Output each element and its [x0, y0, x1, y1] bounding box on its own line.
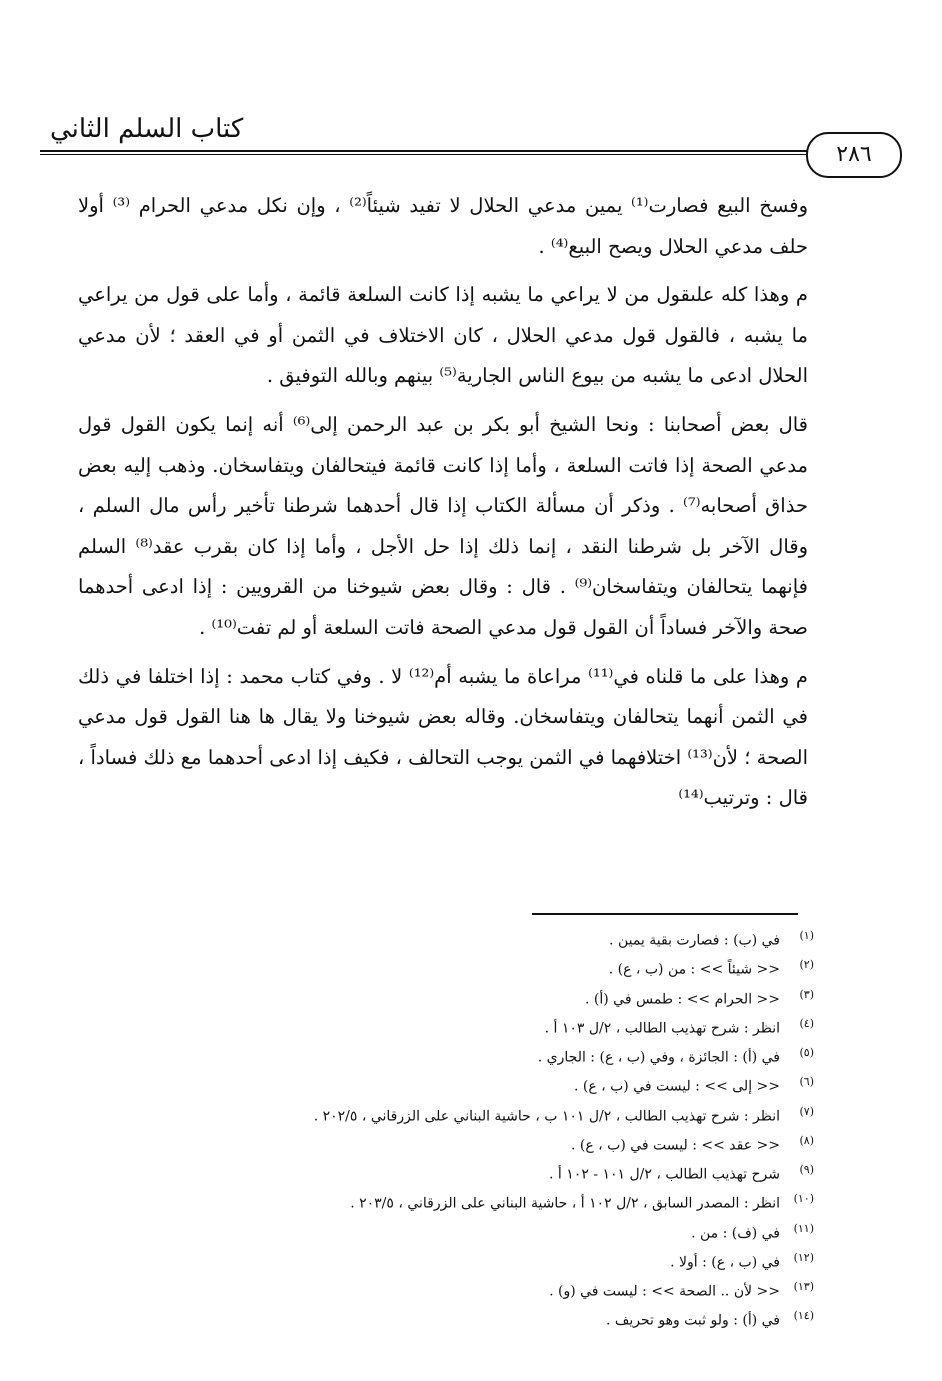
footnote: [154, 1129, 814, 1158]
footnote: [154, 1304, 814, 1333]
paragraph: م وهذا على ما قلناه في⁽¹¹⁾ مراعاة ما يشبه أم⁽¹²⁾ لا . وفي كتاب محمد : إذا اختلفا في ذلك في الثمن أنهما يتحالفان ويتفاسخان. وقاله بعض شيوخنا ولا يقال ها هنا القول قول مدعي الصحة ؛ لأن⁽¹³⁾ اختلافهما في الثمن يوجب التحالف ، فكيف إذا ادعى أحدهما مع ذلك فساداً ، قال : وترتيب⁽¹⁴⁾: [78, 664, 808, 810]
footnote-text: شرح تهذيب الطالب ، ٢/ل ١٠١ - ١٠٢ أ .: [549, 1166, 780, 1183]
footnote-text: << شيئاً >> : من (ب ، ع) .: [608, 961, 780, 978]
footnote: [154, 1187, 814, 1216]
footnote-number: (١): [799, 929, 814, 942]
footnote-text: << عقد >> : ليست في (ب ، ع) .: [571, 1137, 780, 1154]
footnote-number: (١٣): [793, 1280, 814, 1293]
footnote-text: << الحرام >> : طمس في (أ) .: [585, 991, 780, 1008]
paragraph: قال بعض أصحابنا : ونحا الشيخ أبو بكر بن عبد الرحمن إلى⁽⁶⁾ أنه إنما يكون القول قول مدعي الصحة إذا فاتت السلعة ، وأما إذا كانت قائمة فيتحالفان ويتفاسخان. وذهب إليه بعض حذاق أصحابه⁽⁷⁾ . وذكر أن مسألة الكتاب إذا قال أحدهما شرطنا تأخير رأس مال السلم ، وقال الآخر بل شرطنا النقد ، إنما ذلك إذا حل الأجل ، وأما إذا كان بقرب عقد⁽⁸⁾ السلم فإنهما يتحالفان ويتفاسخان⁽⁹⁾ . قال : وقال بعض شيوخنا من القرويين : إذا ادعى أحدهما صحة والآخر فساداً أن القول قول مدعي الصحة فاتت السلعة أو لم تفت⁽¹⁰⁾ .: [78, 412, 808, 639]
footnote-text: في (ب ، ع) : أولا .: [670, 1254, 780, 1271]
footnote: [154, 1041, 814, 1070]
footnote: [154, 1246, 814, 1275]
running-header-title: كتاب السلم الثاني: [50, 114, 244, 144]
footnote: [154, 1100, 814, 1129]
footnote-separator: [532, 913, 798, 915]
footnote: [154, 953, 814, 982]
footnote-number: (٦): [799, 1075, 814, 1089]
footnote-number: (٢): [799, 958, 814, 972]
footnote-number: (٣): [799, 987, 814, 1001]
footnote-number: (٩): [799, 1163, 814, 1176]
footnote-text: << إلى >> : ليست في (ب ، ع) .: [573, 1078, 780, 1095]
footnote: [154, 1275, 814, 1304]
footnotes: [154, 924, 814, 1334]
footnote-text: << لأن .. الصحة >> : ليست في (و) .: [549, 1283, 780, 1300]
footnote-text: في (أ) : ولو ثبت وهو تحريف .: [605, 1312, 780, 1329]
footnote: [154, 1217, 814, 1246]
page-number: ٢٨٦: [806, 132, 902, 178]
header-rule: [40, 150, 812, 152]
footnote-number: (١٠): [793, 1192, 814, 1206]
footnote: [154, 1012, 814, 1041]
footnote-number: (١١): [793, 1221, 814, 1235]
footnote-text: انظر : شرح تهذيب الطالب ، ٢/ل ١٠١ ب ، حاشية البناني على الزرقاني ، ٢٠٢/٥ .: [313, 1108, 780, 1125]
footnote-number: (١٤): [793, 1309, 814, 1323]
footnote: [154, 1158, 814, 1187]
footnote: [154, 983, 814, 1012]
footnote-text: في (ف) : من .: [691, 1225, 780, 1242]
footnote-number: (١٢): [793, 1250, 814, 1264]
footnote-text: في (ب) : فصارت بقية يمين .: [609, 932, 780, 949]
footnote-text: انظر : المصدر السابق ، ٢/ل ١٠٢ أ ، حاشية البناني على الزرقاني ، ٢٠٣/٥ .: [350, 1195, 780, 1212]
footnote-number: (٧): [799, 1104, 814, 1118]
paragraph: وفسخ البيع فصارت⁽¹⁾ يمين مدعي الحلال لا تفيد شيئاً⁽²⁾ ، وإن نكل مدعي الحرام ⁽³⁾ أولا حلف مدعي الحلال ويصح البيع⁽⁴⁾ .: [78, 194, 808, 258]
footnote-text: في (أ) : الجائزة ، وفي (ب ، ع) : الجاري .: [537, 1049, 780, 1066]
paragraph: م وهذا كله علىقول من لا يراعي ما يشبه إذا كانت السلعة قائمة ، وأما على قول من يراعي ما يشبه ، فالقول قول مدعي الحلال ، كان الاختلاف في الثمن أو في العقد ؛ لأن مدعي الحلال ادعى ما يشبه من بيوع الناس الجارية⁽⁵⁾ بينهم وبالله التوفيق .: [78, 283, 808, 388]
footnote: [154, 1070, 814, 1099]
footnote-text: انظر : شرح تهذيب الطالب ، ٢/ل ١٠٣ أ .: [544, 1020, 780, 1037]
footnote-number: (٥): [799, 1046, 814, 1059]
header-rule-thin: [40, 154, 812, 155]
footnote-number: (٤): [799, 1016, 814, 1030]
main-text: [78, 186, 808, 819]
footnote: [154, 924, 814, 953]
footnote-number: (٨): [799, 1133, 814, 1147]
